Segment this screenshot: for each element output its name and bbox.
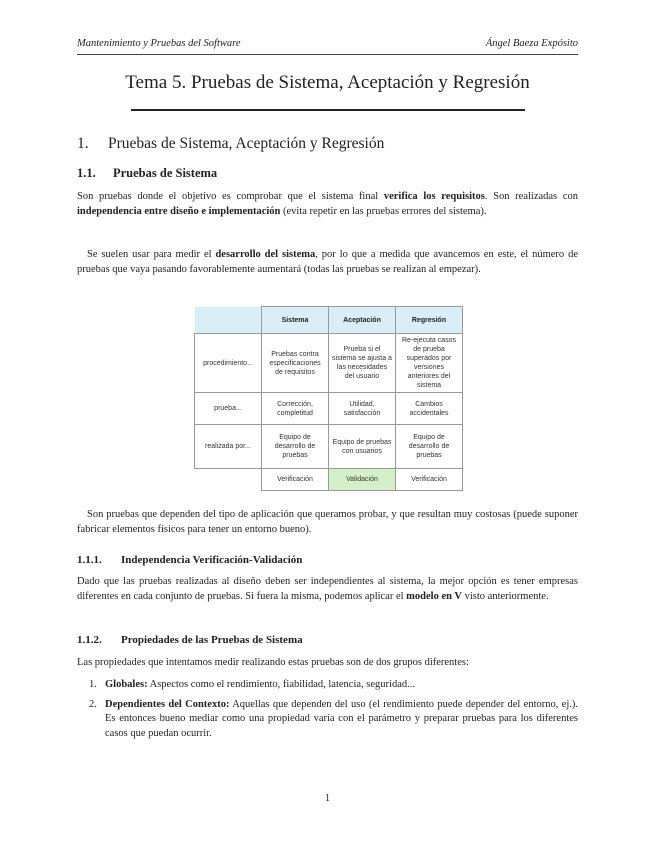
table-row-label: prueba...: [195, 393, 262, 425]
table-footer-cell: Verificación: [262, 469, 329, 491]
table-cell: Re-ejecuta casos de prueba superados por versiones anteriores del sistema: [396, 334, 463, 393]
section-1-1-1-heading: [77, 554, 302, 566]
properties-list: [77, 678, 578, 746]
table-row-label: procedimiento...: [195, 334, 262, 393]
table-cell: Pruebas contra especificaciones de requisitos: [262, 334, 329, 393]
table-footer-corner: [195, 469, 262, 491]
comparison-table: [194, 306, 463, 491]
section-1-1-2-title: Propiedades de las Pruebas de Sistema: [121, 634, 303, 646]
list-item: 1. Globales: Aspectos como el rendimiento, fiabilidad, latencia, seguridad...: [89, 679, 415, 690]
table-footer-cell: Verificación: [396, 469, 463, 491]
table-header-row: [195, 307, 463, 334]
section-1-heading: [77, 135, 384, 153]
table-cell: Equipo de desarrollo de pruebas: [262, 425, 329, 469]
section-1-1-2-number: 1.1.2.: [77, 634, 102, 646]
table-cell: Cambios accidentales: [396, 393, 463, 425]
section-1-1-2-heading: [77, 634, 303, 646]
table-header-cell: Sistema: [262, 307, 329, 334]
table-cell: Prueba si el sistema se ajusta a las necesidades del usuario: [329, 334, 396, 393]
table-cell: Utilidad, satisfacción: [329, 393, 396, 425]
paragraph-2: Se suelen usar para medir el desarrollo del sistema, por lo que a medida que avancemos en este, el número de pruebas que vaya pasando favorablemente aumentará (todas las pruebas se realizan al empezar).: [77, 249, 578, 275]
table-row: [195, 334, 463, 393]
table-header-cell: Aceptación: [329, 307, 396, 334]
section-1-1-1-number: 1.1.1.: [77, 554, 102, 566]
paragraph-1: Son pruebas donde el objetivo es comprobar que el sistema final verifica los requisitos. Son realizadas con independencia entre diseño e implementación (evita repetir en las pruebas errores del sistema).: [77, 191, 578, 217]
table-corner: [195, 307, 262, 334]
table-row: [195, 393, 463, 425]
section-1-1-title: Pruebas de Sistema: [113, 166, 218, 180]
page-number: 1: [324, 793, 331, 804]
section-1-title: Pruebas de Sistema, Aceptación y Regresión: [108, 135, 385, 152]
section-1-number: 1.: [77, 135, 89, 152]
paragraph-4: Dado que las pruebas realizadas al diseño deben ser independientes al sistema, la mejor opción es tener empresas diferentes en cada conjunto de pruebas. Si fuera la misma, podemos aplicar el modelo en V visto anteriormente.: [77, 576, 578, 602]
table-header-cell: Regresión: [396, 307, 463, 334]
header-rule: [77, 54, 578, 55]
running-header-left: Mantenimiento y Pruebas del Software: [77, 38, 241, 49]
title-rule: [131, 109, 525, 111]
table-cell: Equipo de pruebas con usuarios: [329, 425, 396, 469]
paragraph-3: Son pruebas que dependen del tipo de aplicación que queramos probar, y que resultan muy costosas (puede suponer fabricar elementos físicos para tener un entorno bueno).: [77, 509, 578, 535]
table-cell: Equipo de desarrollo de pruebas: [396, 425, 463, 469]
table-footer-row: [195, 469, 463, 491]
list-item: 2. Dependientes del Contexto: Aquellas que dependen del uso (el rendimiento puede depender del entorno, ej.). Es entonces bueno mediar como una propiedad varía con el parámetro y preparar pruebas para los diferentes casos que puedan ocurrir.: [89, 698, 578, 739]
section-1-1-heading: [77, 166, 217, 181]
section-1-1-number: 1.1.: [77, 166, 96, 180]
table-row: [195, 425, 463, 469]
running-header-right: Ángel Baeza Expósito: [485, 38, 578, 49]
table-row-label: realizada por...: [195, 425, 262, 469]
section-1-1-1-title: Independencia Verificación-Validación: [121, 554, 303, 566]
document-title: Tema 5. Pruebas de Sistema, Aceptación y Regresión: [125, 72, 530, 93]
table-footer-cell-highlight: Validación: [329, 469, 396, 491]
paragraph-5: Las propiedades que intentamos medir realizando estas pruebas son de dos grupos diferentes:: [77, 657, 469, 668]
table-cell: Corrección, completitud: [262, 393, 329, 425]
